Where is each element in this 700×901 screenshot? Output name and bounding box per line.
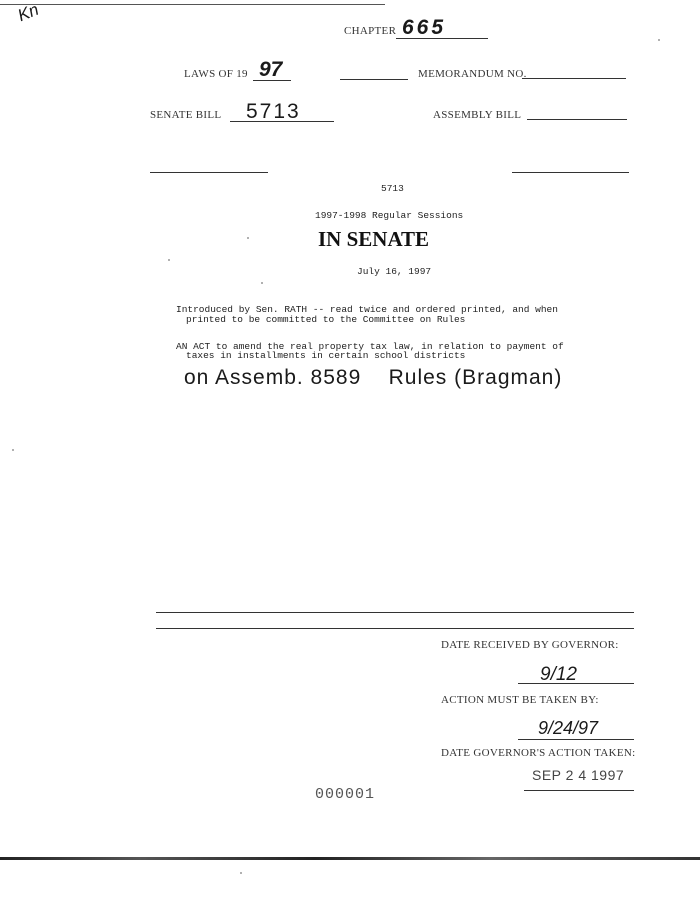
top-edge-line: [0, 4, 385, 5]
date-received-label: DATE RECEIVED BY GOVERNOR:: [441, 639, 619, 651]
chapter-label: CHAPTER: [344, 25, 397, 37]
assembly-bill-label: ASSEMBLY BILL: [433, 109, 522, 121]
assembly-bill-blank-line: [527, 119, 627, 120]
scan-speck: [12, 449, 14, 451]
laws-blank-line: [340, 79, 408, 80]
laws-label: LAWS OF 19: [184, 68, 248, 80]
memorandum-blank-line: [522, 78, 626, 79]
laws-year-value: 97: [259, 58, 283, 81]
scan-bottom-edge: [0, 857, 700, 860]
action-must-be-taken-value: 9/24/97: [538, 718, 599, 738]
scan-speck: [240, 872, 242, 874]
intro-line-2: printed to be committed to the Committee on Rules: [186, 314, 466, 325]
act-line-2: taxes in installments in certain school districts: [186, 350, 466, 361]
laws-underline: [253, 80, 291, 81]
corner-initials: Kn: [15, 0, 42, 26]
handwritten-assembly-note: on Assemb. 8589 Rules (Bragman): [184, 366, 563, 389]
date-action-taken-stamp: SEP 2 4 1997: [532, 767, 625, 783]
senate-bill-underline: [230, 121, 334, 122]
page-number: 000001: [315, 786, 376, 803]
date-action-taken-label: DATE GOVERNOR'S ACTION TAKEN:: [441, 747, 636, 759]
senate-bill-value: 5713: [246, 100, 301, 123]
bill-date: July 16, 1997: [357, 266, 432, 277]
left-short-divider: [150, 172, 268, 173]
action-must-be-taken-line: [518, 739, 634, 740]
date-received-value: 9/12: [540, 664, 577, 685]
lower-rule-1: [156, 612, 634, 613]
right-short-divider: [512, 172, 629, 173]
intro-line-1: Introduced by Sen. RATH -- read twice and ordered printed, and when: [176, 304, 558, 315]
scan-speck: [658, 39, 660, 41]
bill-number: 5713: [381, 183, 404, 194]
scan-speck: [261, 282, 263, 284]
scan-speck: [168, 259, 170, 261]
house-heading: IN SENATE: [318, 227, 430, 251]
chapter-underline: [396, 38, 488, 39]
date-action-taken-line: [524, 790, 634, 791]
scan-speck: [247, 237, 249, 239]
action-must-be-taken-label: ACTION MUST BE TAKEN BY:: [441, 694, 599, 706]
session-text: 1997-1998 Regular Sessions: [315, 210, 464, 221]
memorandum-label: MEMORANDUM NO.: [418, 68, 527, 80]
lower-rule-2: [156, 628, 634, 629]
senate-bill-label: SENATE BILL: [150, 109, 222, 121]
date-received-line: [518, 683, 634, 684]
act-line-1: AN ACT to amend the real property tax law, in relation to payment of: [176, 341, 564, 352]
chapter-value: 665: [402, 16, 447, 39]
